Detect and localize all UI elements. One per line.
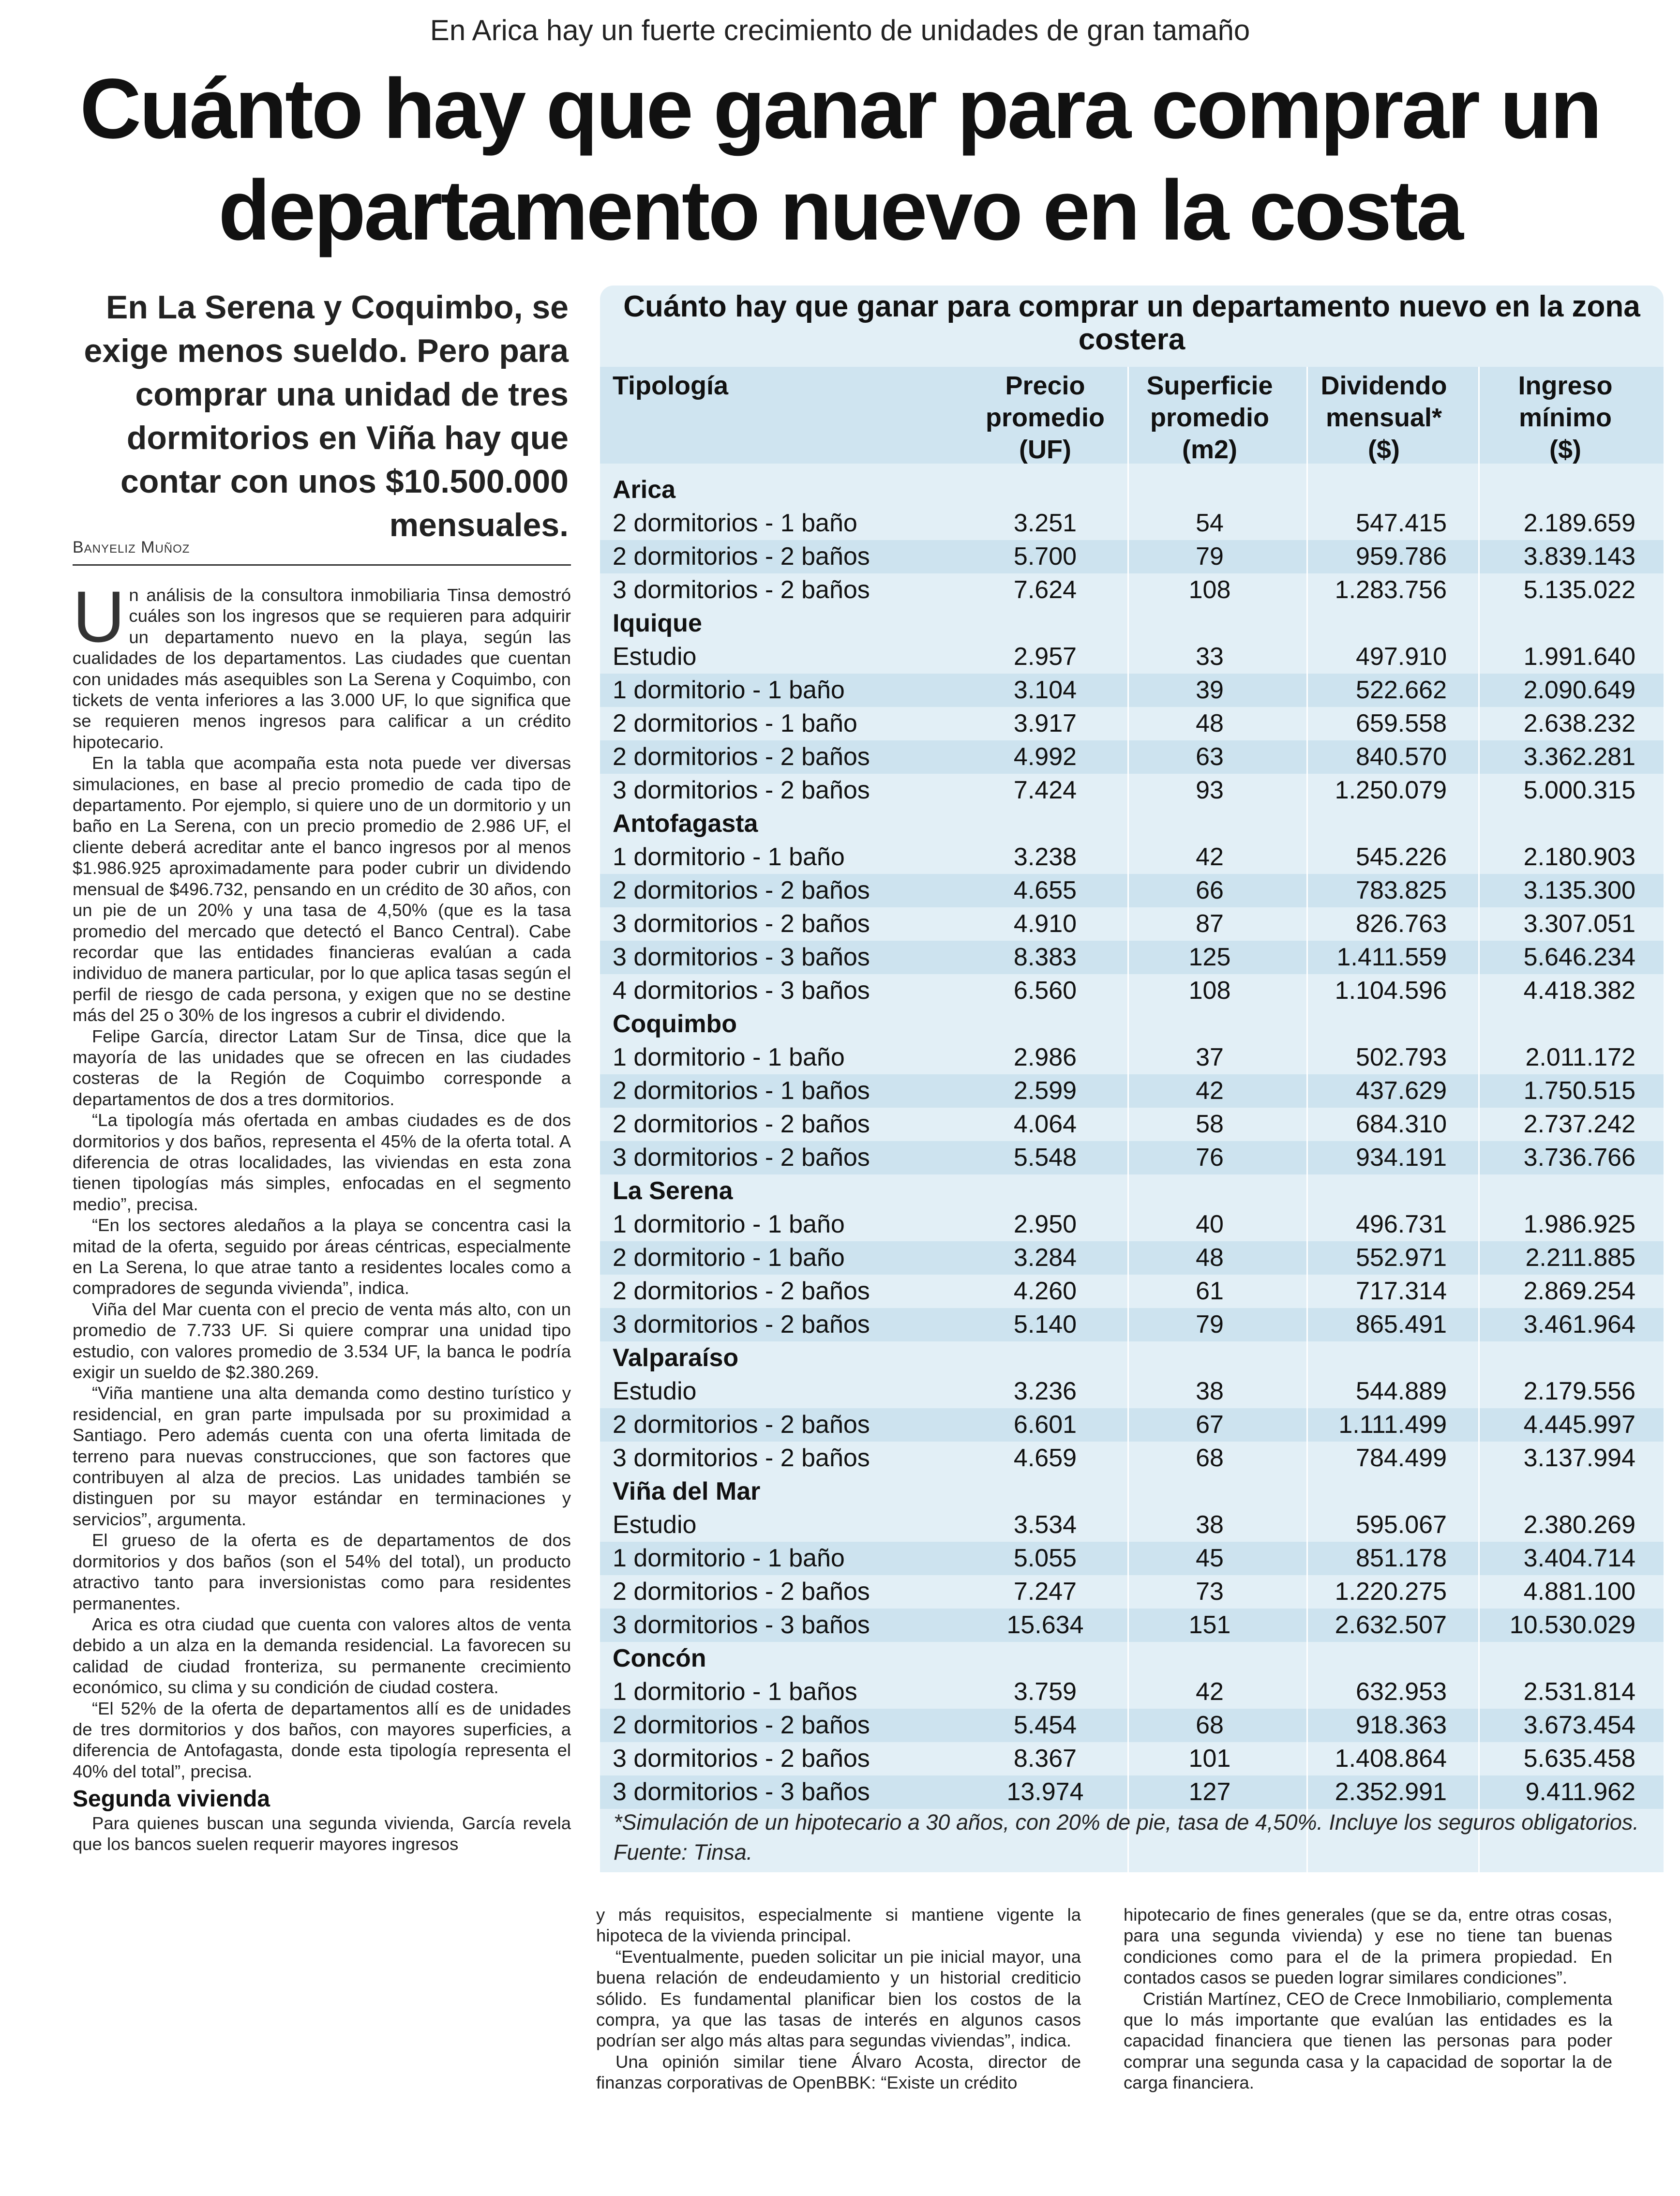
cell-tipologia: 1 dormitorio - 1 baño [613,1043,845,1071]
cell-ingreso: 3.673.454 [1523,1711,1635,1739]
paragraph: En la tabla que acompaña esta nota puede ver diversas simulaciones, en base al precio promedio de cada tipo de departamento. Por ejemplo, si quiere uno de un dormitorio y un baño en La Serena, con un precio promedio de 2.986 UF, el cliente deberá acreditar ante el banco ingresos por al menos $1.986.925 aproximadamente para poder cubrir un dividendo mensual de $496.732, pensando en un crédito de 30 años, con un pie de un 20% y una tasa de 4,50% (que es la tasa promedio del mercado que detectó el Banco Central). Cabe recordar que las entidades financieras evalúan a cada individuo de manera particular, por lo que aplica tasas según el perfil de riesgo de cada persona, y exigen que no se destine más del 25 o 30% de los ingresos a cubrir el dividendo. [73,753,571,1025]
cell-ingreso: 10.530.029 [1509,1611,1635,1639]
cell-tipologia: 1 dormitorio - 1 baño [613,1210,845,1238]
paragraph: Una opinión similar tiene Álvaro Acosta, director de finanzas corporativas de OpenBBK: “Existe un crédito [596,2051,1081,2093]
city-name: Antofagasta [613,810,758,838]
table-row [600,1609,1664,1642]
byline-rule [73,564,571,566]
cell-superficie: 38 [1196,1377,1224,1405]
lead-paragraph: En La Serena y Coquimbo, se exige menos sueldo. Pero para comprar una unidad de tres dormitorios en Viña hay que contar con unos $10.500.000 mensuales. [84,289,569,543]
cell-ingreso: 2.737.242 [1523,1110,1635,1138]
cell-superficie: 48 [1196,709,1224,737]
cell-superficie: 68 [1196,1711,1224,1739]
cell-tipologia: 2 dormitorios - 2 baños [613,1578,870,1606]
paragraph: hipotecario de fines generales (que se da, entre otras cosas, para una segunda vivienda) y ese no tiene tan buenas condiciones como para el de la primera propiedad. En contados casos se pueden lograr similares condiciones”. [1124,1905,1612,1988]
cell-tipologia: 1 dormitorio - 1 baño [613,676,845,704]
cell-dividendo: 659.558 [1356,709,1447,737]
cell-superficie: 33 [1196,643,1224,671]
table-header [600,367,1664,464]
table-row [600,907,1664,941]
cell-precio: 15.634 [1006,1611,1084,1639]
table-row [600,1141,1664,1174]
paragraph: Cristián Martínez, CEO de Crece Inmobiliario, complementa que lo más importante que evalúan las entidades es la capacidad financiera que tienen las personas para poder comprar una segunda casa y la capacidad de soportar la de carga financiera. [1124,1988,1612,2093]
cell-dividendo: 595.067 [1356,1511,1447,1539]
cell-dividendo: 1.220.275 [1335,1578,1447,1606]
cell-tipologia: 3 dormitorios - 3 baños [613,943,870,971]
cell-superficie: 61 [1196,1277,1224,1305]
city-name: Viña del Mar [613,1477,761,1505]
paragraph: El grueso de la oferta es de departamentos de dos dormitorios y dos baños (son el 54% del total), un producto atractivo tanto para inversionistas como para residentes permanentes. [73,1530,571,1613]
cell-ingreso: 3.362.281 [1523,743,1635,771]
cell-precio: 7.624 [1013,576,1077,604]
cell-ingreso: 4.418.382 [1523,977,1635,1005]
header-precio: Precio promedio (UF) [985,371,1105,464]
table-row [600,1675,1664,1709]
cell-superficie: 67 [1196,1411,1224,1439]
cell-superficie: 108 [1188,576,1231,604]
subhead: Segunda vivienda [73,1786,270,1812]
cell-superficie: 58 [1196,1110,1224,1138]
cell-tipologia: 2 dormitorios - 2 baños [613,1711,870,1739]
cell-dividendo: 918.363 [1356,1711,1447,1739]
cell-dividendo: 851.178 [1356,1544,1447,1572]
cell-tipologia: 2 dormitorios - 1 baño [613,509,857,537]
cell-ingreso: 1.991.640 [1523,643,1635,671]
table-footnote: *Simulación de un hipotecario a 30 años, con 20% de pie, tasa de 4,50%. Incluye los seguros obligatorios. Fuente: Tinsa. [614,1810,1639,1865]
header-superficie: Superficie promedio (m2) [1146,371,1273,464]
cell-ingreso: 3.404.714 [1523,1544,1635,1572]
table-row [600,1074,1664,1108]
cell-tipologia: 3 dormitorios - 2 baños [613,1444,870,1472]
cell-ingreso: 3.307.051 [1523,910,1635,938]
cell-superficie: 108 [1188,977,1231,1005]
cell-superficie: 79 [1196,542,1224,571]
cell-tipologia: 3 dormitorios - 2 baños [613,910,870,938]
cell-superficie: 37 [1196,1043,1224,1071]
cell-precio: 6.560 [1013,977,1077,1005]
table-row [600,707,1664,740]
cell-tipologia: Estudio [613,1511,697,1539]
cell-ingreso: 2.211.885 [1525,1244,1635,1272]
cell-superficie: 63 [1196,743,1224,771]
cell-dividendo: 544.889 [1356,1377,1447,1405]
cell-tipologia: Estudio [613,1377,697,1405]
income-table [600,286,1664,1872]
cell-dividendo: 840.570 [1356,743,1447,771]
table-row [600,941,1664,974]
cell-precio: 4.659 [1013,1444,1077,1472]
cell-dividendo: 1.411.559 [1336,943,1447,971]
cell-precio: 7.424 [1013,776,1077,804]
city-name: La Serena [613,1177,733,1205]
table-row [600,774,1664,807]
city-name: Iquique [613,609,702,637]
headline: Cuánto hay que ganar para comprar un departamento nuevo en la costa [80,61,1600,258]
cell-superficie: 39 [1196,676,1224,704]
cell-precio: 3.534 [1013,1511,1077,1539]
cell-precio: 2.986 [1013,1043,1077,1071]
cell-dividendo: 1.111.499 [1338,1411,1447,1439]
dropcap: U [73,576,125,657]
cell-ingreso: 3.839.143 [1523,542,1635,571]
cell-tipologia: 1 dormitorio - 1 baños [613,1678,857,1706]
byline: Banyeliz Muñoz [73,538,190,557]
cell-superficie: 151 [1188,1611,1231,1639]
cell-precio: 4.992 [1013,743,1077,771]
cell-precio: 5.055 [1013,1544,1077,1572]
table-city-row [600,807,1664,841]
cell-precio: 5.700 [1013,542,1077,571]
cell-precio: 6.601 [1013,1411,1077,1439]
table-row [600,573,1664,607]
cell-ingreso: 4.445.997 [1523,1411,1635,1439]
cell-dividendo: 1.283.756 [1335,576,1447,604]
cell-tipologia: 3 dormitorios - 2 baños [613,576,870,604]
cell-ingreso: 3.461.964 [1523,1310,1635,1339]
cell-dividendo: 545.226 [1356,843,1447,871]
cell-ingreso: 4.881.100 [1523,1578,1635,1606]
paragraph: “El 52% de la oferta de departamentos allí es de unidades de tres dormitorios y dos baños, con mayores superficies, a diferencia de Antofagasta, donde esta tipología representa el 40% del total”, precisa. [73,1698,571,1781]
cell-dividendo: 934.191 [1356,1143,1447,1172]
cell-dividendo: 496.731 [1356,1210,1447,1238]
paragraph: Viña del Mar cuenta con el precio de venta más alto, con un promedio de 7.733 UF. Si quiere comprar una unidad tipo estudio, con valores promedio de 3.534 UF, la banca le podría exigir un sueldo de $2.380.269. [73,1299,571,1383]
table-city-row [600,1642,1664,1675]
cell-precio: 5.454 [1013,1711,1077,1739]
cell-dividendo: 1.250.079 [1335,776,1447,804]
table-row [600,1742,1664,1775]
cell-superficie: 73 [1196,1578,1224,1606]
cell-dividendo: 547.415 [1356,509,1447,537]
cell-superficie: 101 [1188,1745,1231,1773]
cell-precio: 3.104 [1013,676,1077,704]
table-row [600,507,1664,540]
cell-tipologia: 3 dormitorios - 2 baños [613,1745,870,1773]
cell-precio: 3.238 [1013,843,1077,871]
table-city-row [600,473,1664,507]
cell-ingreso: 2.179.556 [1523,1377,1635,1405]
cell-superficie: 40 [1196,1210,1224,1238]
cell-ingreso: 2.011.172 [1525,1043,1635,1071]
paragraph: Arica es otra ciudad que cuenta con valores altos de venta debido a un alza en la demanda residencial. La favorecen su calidad de ciudad fronteriza, su permanente crecimiento económico, su clima y su condición de ciudad costera. [73,1614,571,1698]
cell-superficie: 54 [1196,509,1224,537]
cell-tipologia: 2 dormitorio - 1 baño [613,1244,845,1272]
cell-tipologia: 2 dormitorios - 1 baño [613,709,857,737]
table-row [600,1275,1664,1308]
cell-superficie: 125 [1188,943,1231,971]
cell-precio: 4.910 [1013,910,1077,938]
cell-tipologia: 3 dormitorios - 3 baños [613,1611,870,1639]
cell-ingreso: 2.531.814 [1523,1678,1635,1706]
cell-tipologia: 3 dormitorios - 2 baños [613,1143,870,1172]
cell-dividendo: 783.825 [1356,876,1447,904]
table-row [600,1375,1664,1408]
table-row [600,841,1664,874]
cell-precio: 7.247 [1013,1578,1077,1606]
cell-precio: 3.236 [1013,1377,1077,1405]
paragraph: “Eventualmente, pueden solicitar un pie inicial mayor, una buena relación de endeudamiento y un historial crediticio sólido. Es fundamental planificar bien los costos de la compra, ya que las tasas de interés en algunos casos podrían ser algo más altas para segundas viviendas”, indica. [596,1946,1081,2051]
cell-tipologia: 2 dormitorios - 2 baños [613,743,870,771]
cell-ingreso: 2.638.232 [1523,709,1635,737]
cell-precio: 4.064 [1013,1110,1077,1138]
cell-ingreso: 2.090.649 [1523,676,1635,704]
column-divider [1127,367,1129,1872]
cell-precio: 5.548 [1013,1143,1077,1172]
cell-tipologia: Estudio [613,643,697,671]
cell-dividendo: 826.763 [1356,910,1447,938]
column-divider [1306,367,1308,1872]
cell-precio: 13.974 [1006,1778,1084,1806]
cell-tipologia: 1 dormitorio - 1 baño [613,843,845,871]
paragraph: “La tipología más ofertada en ambas ciudades es de dos dormitorios y dos baños, representa el 45% de la oferta total. A diferencia de otras localidades, las viviendas en esta zona tienen tipologías más simples, enfocadas en el segmento medio”, precisa. [73,1110,571,1214]
cell-ingreso: 2.189.659 [1523,509,1635,537]
table-city-row [600,1341,1664,1375]
cell-dividendo: 2.632.507 [1335,1611,1447,1639]
table-city-row [600,607,1664,640]
cell-ingreso: 5.135.022 [1523,576,1635,604]
cell-dividendo: 959.786 [1356,542,1447,571]
table-row [600,1241,1664,1275]
column-divider [1478,367,1480,1872]
cell-tipologia: 2 dormitorios - 1 baños [613,1077,870,1105]
cell-precio: 5.140 [1013,1310,1077,1339]
cell-ingreso: 2.180.903 [1523,843,1635,871]
cell-dividendo: 1.408.864 [1335,1745,1447,1773]
cell-superficie: 66 [1196,876,1224,904]
article-column-1 [73,576,571,1854]
table-row [600,1542,1664,1575]
cell-precio: 3.251 [1013,509,1077,537]
table-row [600,974,1664,1008]
table-row [600,740,1664,774]
table-city-row [600,1174,1664,1208]
cell-tipologia: 3 dormitorios - 2 baños [613,776,870,804]
paragraph: Para quienes buscan una segunda vivienda, García revela que los bancos suelen requerir mayores ingresos [73,1813,571,1854]
table-row [600,1775,1664,1809]
cell-superficie: 93 [1196,776,1224,804]
city-name: Valparaíso [613,1344,739,1372]
cell-ingreso: 3.736.766 [1523,1143,1635,1172]
cell-ingreso: 3.137.994 [1523,1444,1635,1472]
cell-tipologia: 2 dormitorios - 2 baños [613,1411,870,1439]
cell-ingreso: 2.380.269 [1523,1511,1635,1539]
cell-dividendo: 784.499 [1356,1444,1447,1472]
cell-superficie: 76 [1196,1143,1224,1172]
table-row [600,1108,1664,1141]
cell-tipologia: 1 dormitorio - 1 baño [613,1544,845,1572]
cell-superficie: 45 [1196,1544,1224,1572]
cell-superficie: 42 [1196,843,1224,871]
cell-superficie: 68 [1196,1444,1224,1472]
cell-tipologia: 3 dormitorios - 3 baños [613,1778,870,1806]
cell-dividendo: 522.662 [1356,676,1447,704]
cell-dividendo: 717.314 [1356,1277,1447,1305]
cell-precio: 2.957 [1013,643,1077,671]
table-body [600,473,1664,1809]
cell-ingreso: 2.869.254 [1523,1277,1635,1305]
cell-superficie: 42 [1196,1077,1224,1105]
table-row [600,1508,1664,1542]
table-title: Cuánto hay que ganar para comprar un departamento nuevo en la zona costera [623,290,1640,356]
table-row [600,674,1664,707]
table-row [600,1308,1664,1341]
table-row [600,640,1664,674]
cell-ingreso: 1.986.925 [1523,1210,1635,1238]
city-name: Concón [613,1644,706,1672]
cell-precio: 2.950 [1013,1210,1077,1238]
cell-tipologia: 2 dormitorios - 2 baños [613,876,870,904]
cell-precio: 2.599 [1013,1077,1077,1105]
table-row [600,1442,1664,1475]
cell-dividendo: 865.491 [1356,1310,1447,1339]
table-row [600,1575,1664,1609]
cell-ingreso: 3.135.300 [1523,876,1635,904]
table-city-row [600,1008,1664,1041]
cell-dividendo: 632.953 [1356,1678,1447,1706]
cell-ingreso: 5.635.458 [1523,1745,1635,1773]
kicker: En Arica hay un fuerte crecimiento de unidades de gran tamaño [430,14,1250,46]
paragraph: “Viña mantiene una alta demanda como destino turístico y residencial, en gran parte impulsada por su proximidad a Santiago. Pero además cuenta con una oferta limitada de terreno para nuevas construcciones, que son factores que contribuyen al alza de precios. Las unidades también se distinguen por su mayor estándar en terminaciones y servicios”, argumenta. [73,1383,571,1529]
cell-precio: 4.655 [1013,876,1077,904]
table-row [600,1709,1664,1742]
cell-ingreso: 1.750.515 [1523,1077,1635,1105]
table-city-row [600,1475,1664,1508]
table-row [600,1208,1664,1241]
cell-superficie: 38 [1196,1511,1224,1539]
cell-tipologia: 2 dormitorios - 2 baños [613,542,870,571]
article-column-3 [1124,1904,1612,2093]
cell-superficie: 42 [1196,1678,1224,1706]
paragraph: Un análisis de la consultora inmobiliaria Tinsa demostró cuáles son los ingresos que se requieren para adquirir un departamento nuevo en la playa, según las cualidades de los departamentos. Las ciudades que cuentan con unidades más asequibles son La Serena y Coquimbo, con tickets de venta inferiores a las 3.000 UF, lo que significa que se requieren menos ingresos para calificar a un crédito hipotecario. [73,576,571,752]
cell-precio: 3.917 [1013,709,1077,737]
header-dividendo: Dividendo mensual* ($) [1320,371,1447,464]
cell-superficie: 48 [1196,1244,1224,1272]
cell-superficie: 79 [1196,1310,1224,1339]
paragraph: “En los sectores aledaños a la playa se concentra casi la mitad de la oferta, seguido por áreas céntricas, especialmente en La Serena, lo que atrae tanto a residentes locales como a compradores de segunda vivienda”, indica. [73,1215,571,1298]
cell-dividendo: 2.352.991 [1335,1778,1447,1806]
cell-dividendo: 1.104.596 [1335,977,1447,1005]
header-tipologia: Tipología [613,371,728,400]
paragraph: y más requisitos, especialmente si mantiene vigente la hipoteca de la vivienda principal. [596,1905,1081,1946]
cell-dividendo: 497.910 [1356,643,1447,671]
cell-ingreso: 5.000.315 [1523,776,1635,804]
city-name: Coquimbo [613,1010,737,1038]
cell-ingreso: 5.646.234 [1523,943,1635,971]
table-row [600,874,1664,907]
cell-dividendo: 437.629 [1356,1077,1447,1105]
cell-precio: 3.284 [1013,1244,1077,1272]
table-row [600,1041,1664,1074]
table-row [600,540,1664,573]
cell-tipologia: 2 dormitorios - 2 baños [613,1277,870,1305]
cell-precio: 3.759 [1013,1678,1077,1706]
city-name: Arica [613,476,676,504]
cell-tipologia: 3 dormitorios - 2 baños [613,1310,870,1339]
header-ingreso: Ingreso mínimo ($) [1518,371,1613,464]
cell-superficie: 127 [1188,1778,1231,1806]
cell-superficie: 87 [1196,910,1224,938]
cell-precio: 8.367 [1013,1745,1077,1773]
cell-dividendo: 502.793 [1356,1043,1447,1071]
cell-tipologia: 4 dormitorios - 3 baños [613,977,870,1005]
cell-dividendo: 684.310 [1356,1110,1447,1138]
cell-ingreso: 9.411.962 [1525,1778,1635,1806]
cell-tipologia: 2 dormitorios - 2 baños [613,1110,870,1138]
paragraph: Felipe García, director Latam Sur de Tinsa, dice que la mayoría de las unidades que se ofrecen en las ciudades costeras de la Región de Coquimbo corresponde a departamentos de dos a tres dormitorios. [73,1026,571,1109]
article-column-2 [596,1904,1081,2093]
cell-precio: 8.383 [1013,943,1077,971]
cell-dividendo: 552.971 [1356,1244,1447,1272]
cell-precio: 4.260 [1013,1277,1077,1305]
table-row [600,1408,1664,1442]
